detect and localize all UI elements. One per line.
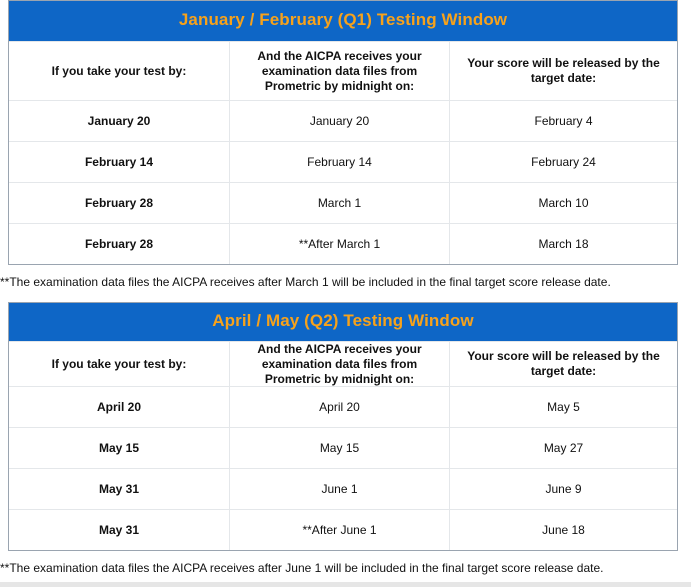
score-release-cell: June 9 [545, 482, 582, 496]
test-by-cell: May 31 [98, 482, 140, 496]
q2-table-title: April / May (Q2) Testing Window [9, 303, 677, 341]
data-received-cell: June 1 [229, 469, 450, 509]
data-received-cell: March 1 [229, 183, 450, 223]
q2-header-data-received: And the AICPA receives your examination data files from Prometric by midnight on: [229, 342, 450, 386]
table-row [9, 509, 677, 550]
score-release-cell: March 18 [538, 237, 589, 251]
score-release-cell: February 4 [534, 114, 593, 128]
score-release-cell: February 24 [531, 155, 596, 169]
q1-header-data-received: And the AICPA receives your examination data files from Prometric by midnight on: [229, 42, 450, 100]
q1-table-title: January / February (Q1) Testing Window [9, 1, 677, 41]
q1-header-score-release: Your score will be released by the target date: [467, 56, 660, 85]
q1-header-row [9, 41, 677, 100]
test-by-cell: January 20 [87, 114, 151, 128]
bottom-divider [0, 582, 691, 587]
data-received-cell: May 15 [229, 428, 450, 468]
q1-header-test-by: If you take your test by: [51, 63, 187, 78]
table-row [9, 386, 677, 427]
q2-header-row [9, 341, 677, 386]
q1-testing-window-table [8, 0, 678, 265]
table-row [9, 100, 677, 141]
data-received-cell: April 20 [229, 387, 450, 427]
test-by-cell: May 15 [98, 441, 140, 455]
score-release-cell: May 27 [543, 441, 584, 455]
test-by-cell: February 14 [84, 155, 154, 169]
table-row [9, 223, 677, 264]
q2-header-score-release: Your score will be released by the target date: [467, 349, 660, 378]
test-by-cell: February 28 [84, 196, 154, 210]
q2-testing-window-table [8, 302, 678, 551]
q2-header-test-by: If you take your test by: [51, 356, 187, 371]
table-row [9, 468, 677, 509]
data-received-cell: **After March 1 [229, 224, 450, 264]
test-by-cell: February 28 [84, 237, 154, 251]
q2-footnote: **The examination data files the AICPA receives after June 1 will be included in the final target score release date. [0, 561, 604, 575]
table-row [9, 427, 677, 468]
test-by-cell: April 20 [96, 400, 141, 414]
data-received-cell: January 20 [229, 101, 450, 141]
score-release-cell: June 18 [542, 523, 585, 537]
data-received-cell: **After June 1 [229, 510, 450, 550]
score-release-cell: March 10 [538, 196, 589, 210]
test-by-cell: May 31 [98, 523, 140, 537]
score-release-cell: May 5 [547, 400, 580, 414]
table-row [9, 141, 677, 182]
table-row [9, 182, 677, 223]
q1-footnote: **The examination data files the AICPA receives after March 1 will be included in the final target score release date. [0, 275, 611, 289]
data-received-cell: February 14 [229, 142, 450, 182]
